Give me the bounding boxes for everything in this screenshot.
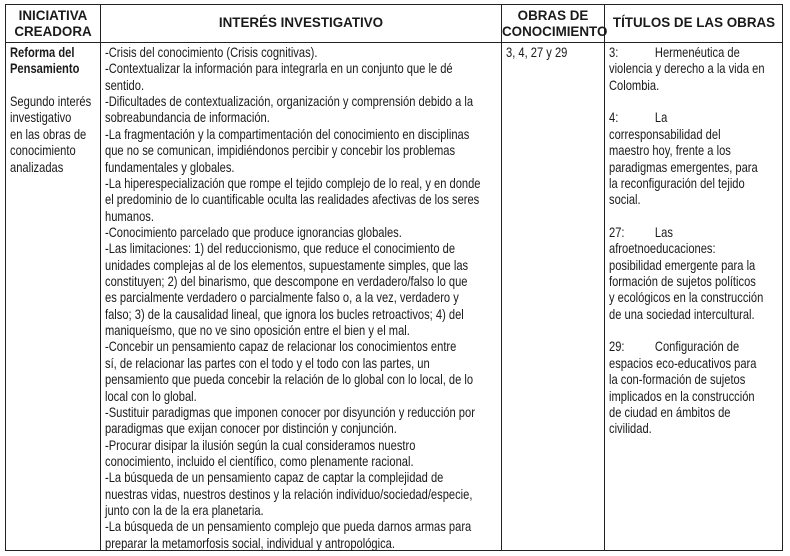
interes-line: -Procurar disipar la ilusión según la cual consideramos nuestro [105,437,416,453]
interes-line: -Contextualizar la información para integrarla en un conjunto que le dé [105,61,453,77]
header-label: CONOCIMIENTO [502,24,608,39]
work-title-line: posibilidad emergente para la [609,257,756,273]
header-interes-investigativo [101,15,501,31]
work-title-line: espacios eco-educativos para [609,355,757,371]
work-title-line: la reconfiguración del tejido [609,175,745,191]
iniciativa-note: analizadas [10,159,64,175]
iniciativa-note: conocimiento [10,143,76,159]
header-divider [6,42,782,43]
work-title-line: violencia y derecho a la vida en [609,61,765,77]
titulos-cell [609,45,783,438]
work-title-start: Configuración de [654,339,740,355]
header-obras-de-conocimiento [502,8,608,40]
interes-line: -La búsqueda de un pensamiento complejo que pueda darnos armas para [105,519,472,535]
work-title-line: de una sociedad intercultural. [609,306,755,322]
interes-line: junto con la de la era planetaria. [105,503,264,519]
work-title-start: Hermenéutica de [654,45,740,60]
iniciativa-note: Segundo interés [10,94,92,110]
iniciativa-note: investigativo [10,110,72,126]
interes-line: -Conocimiento parcelado que produce ignorancias globales. [105,224,402,240]
work-number: 27: [609,224,625,240]
spacer [609,323,783,339]
work-title-line: civilidad. [609,421,652,437]
header-label: INICIATIVA [18,8,88,23]
column-divider [604,5,605,550]
column-divider [501,5,502,550]
titulo-entry-first-line [609,110,783,126]
interes-line: -Las limitaciones: 1) del reduccionismo, que reduce el conocimiento de [105,241,456,257]
interes-line: local con lo global. [105,388,197,404]
interes-line: humanos. [105,208,154,224]
interes-line: nuestras vidas, nuestros destinos y la relación individuo/sociedad/especie, [105,486,473,502]
interes-line: -Concebir un pensamiento capaz de relacionar los conocimientos entre [105,339,457,355]
titulo-entry-first-line [609,225,783,241]
obras-cell [506,45,604,61]
header-label: TÍTULOS DE LAS OBRAS [612,15,776,30]
titulo-entry-first-line [609,339,783,355]
work-title-start: La [654,110,668,126]
iniciativa-title: Pensamiento [10,61,80,77]
work-title-line: y ecológicos en la construcción [609,290,764,306]
interes-line: falso; 3) de la causalidad lineal, que ignora los bucles retroactivos; 4) del [105,306,464,322]
header-iniciativa-creadora [6,8,100,40]
work-title-line: afroetnoeducaciones: [609,241,716,257]
interes-line: pensamiento que pueda concebir la relación de lo global con lo local, de lo [105,372,474,388]
interes-cell [105,45,499,552]
work-title-line: de ciudad en ámbitos de [609,404,731,420]
interes-line: que no se comunican, impidiéndonos percibir y concebir los problemas [105,143,456,159]
work-number: 29: [609,339,625,355]
interes-line: -Sustituir paradigmas que imponen conocer por disyunción y reducción por [105,404,475,420]
interes-line: sobreabundancia de información. [105,110,270,126]
spacer [10,78,100,94]
iniciativa-note: en las obras de [10,126,87,142]
interes-line: -La búsqueda de un pensamiento capaz de captar la complejidad de [105,470,444,486]
interes-line: -La fragmentación y la compartimentación del conocimiento en disciplinas [105,126,470,142]
iniciativa-title: Reforma del [10,45,75,60]
interes-line: constituyen; 2) del binarismo, que descompone en verdadero/falso lo que [105,274,468,290]
interes-line: conocimiento, incluido el científico, como plenamente racional. [105,453,414,469]
work-title-line: paradigmas emergentes, para [609,159,758,175]
work-title-line: Colombia. [609,77,660,93]
interes-line: maniqueísmo, que no ve sino oposición entre el bien y el mal. [105,323,410,339]
work-title-line: formación de sujetos políticos [609,274,756,290]
work-number: 3: [609,45,619,60]
interes-line: -Crisis del conocimiento (Crisis cognitivas). [105,45,318,60]
interes-line: sí, de relacionar las partes con el todo y el todo con las partes, un [105,355,430,371]
obras-numbers: 3, 4, 27 y 29 [506,45,568,60]
work-title-line: corresponsabilidad del [609,126,721,142]
spacer [609,94,783,110]
interes-line: sentido. [105,77,145,93]
interes-line: -Dificultades de contextualización, organización y comprensión debido a la [105,94,474,110]
header-label: OBRAS DE [517,8,589,23]
interes-line: unidades complejas al de los elementos, supuestamente simples, que las [105,257,469,273]
header-label: INTERÉS INVESTIGATIVO [218,15,384,30]
interes-line: preparar la metamorfosis social, individual y antropológica. [105,535,395,551]
works-table [5,4,783,551]
interes-line: -La hiperespecialización que rompe el tejido complejo de lo real, y en donde [105,175,481,191]
work-title-line: social. [609,192,641,208]
interes-line: el predominio de lo cuantificable oculta las realidades afectivas de los seres [105,192,480,208]
work-title-start: Las [654,224,673,240]
work-title-line: implicados en la construcción [609,388,755,404]
titulo-entry-first-line [609,45,783,61]
iniciativa-cell [10,45,100,176]
interes-line: es parcialmente verdadero o parcialmente falso o, a la vez, verdadero y [105,290,459,306]
work-title-line: maestro hoy, frente a los [609,143,731,159]
interes-line: paradigmas que exijan conocer por distinción y conjunción. [105,421,397,437]
work-title-line: la con-formación de sujetos [609,372,746,388]
work-number: 4: [609,110,619,126]
interes-line: fundamentales y globales. [105,159,235,175]
header-titulos-de-las-obras [605,15,783,31]
header-label: CREADORA [14,24,92,39]
spacer [609,209,783,225]
